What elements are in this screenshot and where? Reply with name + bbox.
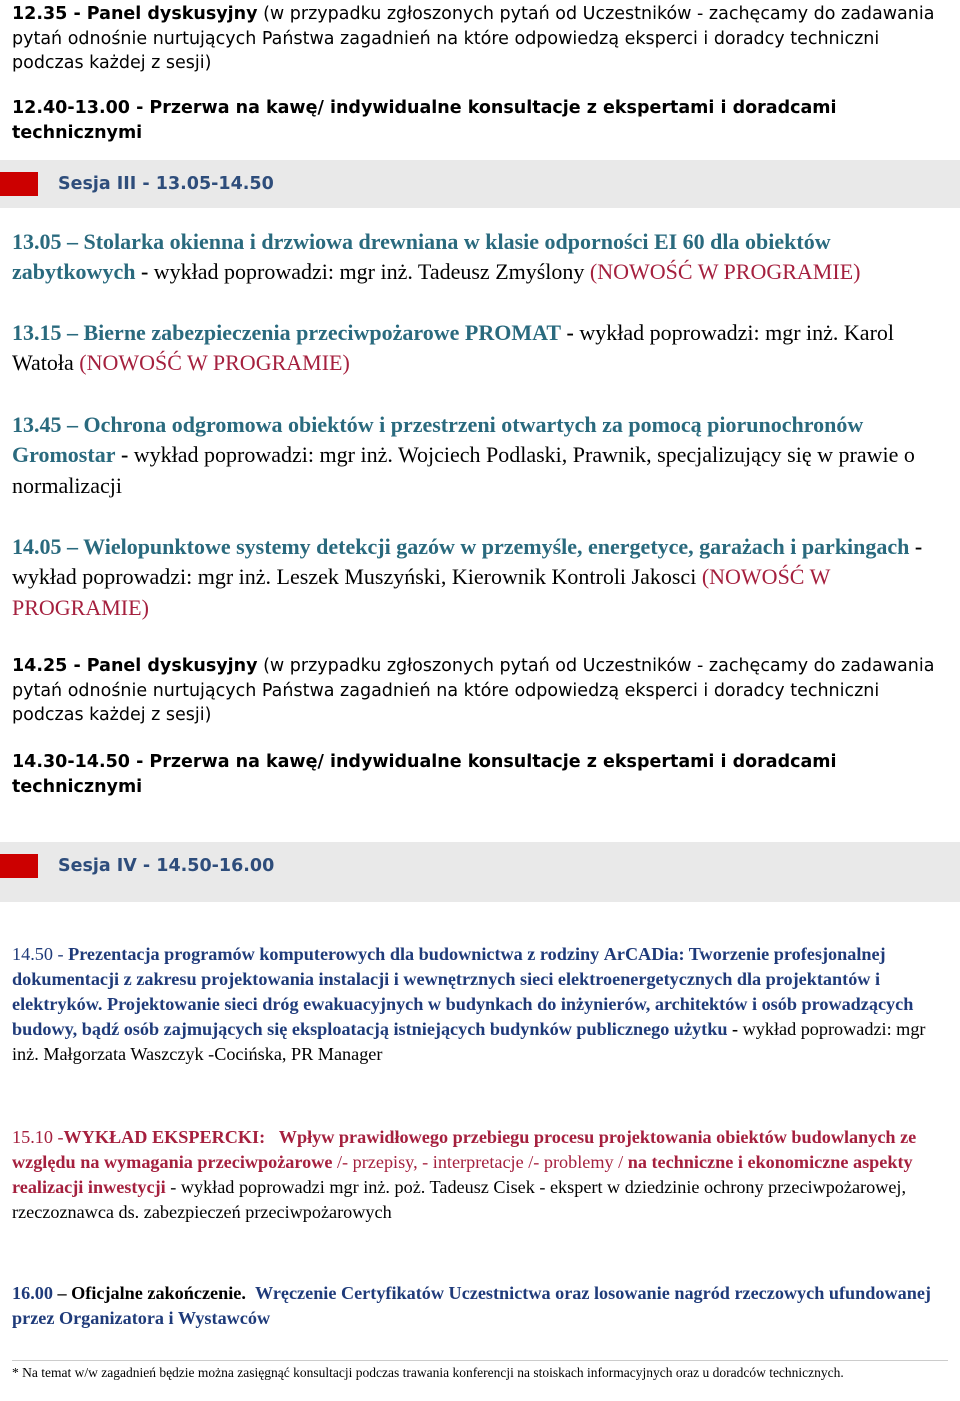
talk-1450-title-b: ArCADia: Tworzenie profesjonalnej dokumentacji z zakresu projektowania instalacji i wewnętrznych sieci elektroenergetycznych dla projektantów i elektryków.	[12, 944, 886, 1014]
talk-1305-title: Stolarka okienna i drzwiowa drewniana w klasie odporności EI 60 dla obiektów zabytkowych	[12, 229, 831, 285]
talk-1305-novelty: (NOWOŚĆ W PROGRAMIE)	[589, 259, 861, 285]
session-3-header	[0, 160, 960, 208]
talk-1315-title: Bierne zabezpieczenia przeciwpożarowe PROMAT	[83, 320, 562, 345]
talk-1315-time: 13.15	[12, 320, 62, 345]
session-marker-icon	[0, 172, 38, 196]
talk-1600-time: 16.00	[12, 1283, 53, 1303]
break-1240: 12.40-13.00 - Przerwa na kawę/ indywidualne konsultacje z ekspertami i doradcami technicznymi	[12, 98, 837, 143]
talk-1345: 13.45 – Ochrona odgromowa obiektów i przestrzeni otwartych za pomocą piorunochronów Gromostar - wykład poprowadzi: mgr inż. Wojciech Podlaski, Prawnik, specjalizujący się w prawie o normalizacji	[12, 412, 915, 498]
talk-1600-label: Oficjalne zakończenie.	[71, 1283, 246, 1303]
talk-1510-label: WYKŁAD EKSPERCKI:	[63, 1127, 266, 1147]
talk-1510-title2: na techniczne i ekonomiczne aspekty realizacji inwestycji	[12, 1152, 913, 1197]
talk-1450-lead: wykład poprowadzi: mgr inż. Małgorzata Waszczyk -Cocińska, PR Manager	[12, 1019, 926, 1064]
session-3-title: Sesja III - 13.05-14.50	[58, 174, 274, 194]
panel-1425-desc: (w przypadku zgłoszonych pytań od Uczestników - zachęcamy do zadawania pytań odnośnie nurtujących Państwa zagadnień na które odpowiedzą eksperci i doradcy techniczni podczas każdej z sesji)	[12, 656, 935, 725]
panel-1235	[12, 2, 948, 76]
panel-1235-time: 12.35 - Panel dyskusyjny	[12, 4, 258, 24]
talk-1450-time: 14.50	[12, 944, 53, 964]
session-marker-icon	[0, 854, 38, 878]
talk-1305-lead: wykład poprowadzi: mgr inż. Tadeusz Zmyślony	[153, 259, 585, 285]
talk-1600: 16.00 – Oficjalne zakończenie. Wręczenie Certyfikatów Uczestnictwa oraz losowanie nagród rzeczowych ufundowanej przez Organizatora i Wystawców	[12, 1283, 931, 1328]
talk-1305-time: 13.05	[12, 229, 62, 254]
talk-1510-time: 15.10	[12, 1127, 53, 1147]
session-4-header	[0, 842, 960, 902]
talk-1315-lead: wykład poprowadzi: mgr inż. Karol Watoła	[12, 320, 895, 376]
talk-1405-lead: wykład poprowadzi: mgr inż. Leszek Muszyński, Kierownik Kontroli Jakosci	[12, 564, 697, 590]
talk-1315: 13.15 – Bierne zabezpieczenia przeciwpożarowe PROMAT - wykład poprowadzi: mgr inż. Karol Watoła (NOWOŚĆ W PROGRAMIE)	[12, 320, 895, 376]
talk-1510-lead: wykład poprowadzi mgr inż. poż. Tadeusz Cisek - ekspert w dziedzinie ochrony przeciwpożarowej, rzeczoznawca ds. zabezpieczeń przeciwpożarowych	[12, 1177, 906, 1222]
talk-1510: 15.10 -WYKŁAD EKSPERCKI: Wpływ prawidłowego przebiegu procesu projektowania obiektów budowlanych ze względu na wymagania przeciwpożarowe /- przepisy, - interpretacje /- problemy / na techniczne i ekonomiczne aspekty realizacji inwestycji - wykład poprowadzi mgr inż. poż. Tadeusz Cisek - ekspert w dziedzinie ochrony przeciwpożarowej, rzeczoznawca ds. zabezpieczeń przeciwpożarowych	[12, 1127, 917, 1222]
talk-1345-lead: wykład poprowadzi: mgr inż. Wojciech Podlaski, Prawnik, specjalizujący się w prawie o normalizacji	[12, 442, 915, 498]
talk-1405-time: 14.05	[12, 534, 62, 559]
panel-1425	[12, 654, 948, 728]
talk-1405: 14.05 – Wielopunktowe systemy detekcji gazów w przemyśle, energetyce, garażach i parkingach - wykład poprowadzi: mgr inż. Leszek Muszyński, Kierownik Kontroli Jakosci (NOWOŚĆ W PROGRAMIE)	[12, 534, 923, 620]
footnote: * Na temat w/w zagadnień będzie można zasięgnąć konsultacji podczas trawania konferencji na stoiskach informacyjnych oraz u doradców technicznych.	[12, 1365, 844, 1380]
talk-1405-title: Wielopunktowe systemy detekcji gazów w przemyśle, energetyce, garażach i parkingach	[83, 534, 910, 559]
break-1430: 14.30-14.50 - Przerwa na kawę/ indywidualne konsultacje z ekspertami i doradcami technicznymi	[12, 752, 837, 797]
talk-1345-time: 13.45	[12, 412, 62, 437]
talk-1405-novelty: (NOWOŚĆ W PROGRAMIE)	[12, 564, 830, 620]
talk-1450: 14.50 - Prezentacja programów komputerowych dla budownictwa z rodziny ArCADia: Tworzenie profesjonalnej dokumentacji z zakresu projektowania instalacji i wewnętrznych sieci elektroenergetycznych dla projektantów i elektryków. Projektowanie sieci dróg ewakuacyjnych w budynkach do inżynierów, architektów i osób prowadzących budowy, bądź osób zajmujących się eksploatacją istniejących budynków publicznego użytku - wykład poprowadzi: mgr inż. Małgorzata Waszczyk -Cocińska, PR Manager	[12, 944, 926, 1064]
talk-1450-title-a: Prezentacja programów komputerowych dla budownictwa z rodziny	[68, 944, 600, 964]
panel-1425-time: 14.25 - Panel dyskusyjny	[12, 656, 258, 676]
talk-1450-title-c: Projektowanie sieci dróg ewakuacyjnych w budynkach do inżynierów, architektów i osób prowadzących budowy, bądź osób zajmujących się eksploatacją istniejących budynków publicznego użytku	[12, 994, 914, 1039]
footnote-divider	[12, 1360, 948, 1361]
talk-1510-title: Wpływ prawidłowego przebiegu procesu projektowania obiektów budowlanych ze względu na wymagania przeciwpożarowe	[12, 1127, 917, 1172]
talk-1510-mid: /- przepisy, - interpretacje /- problemy /	[337, 1152, 624, 1172]
panel-1235-desc: (w przypadku zgłoszonych pytań od Uczestników - zachęcamy do zadawania pytań odnośnie nurtujących Państwa zagadnień na które odpowiedzą eksperci i doradcy techniczni podczas każdej z sesji)	[12, 4, 935, 73]
talk-1305: 13.05 – Stolarka okienna i drzwiowa drewniana w klasie odporności EI 60 dla obiektów zabytkowych - wykład poprowadzi: mgr inż. Tadeusz Zmyślony (NOWOŚĆ W PROGRAMIE)	[12, 229, 861, 285]
talk-1315-novelty: (NOWOŚĆ W PROGRAMIE)	[79, 350, 350, 376]
talk-1345-title: Ochrona odgromowa obiektów i przestrzeni otwartych za pomocą piorunochronów Gromostar	[12, 412, 864, 468]
session-4-title: Sesja IV - 14.50-16.00	[58, 856, 275, 876]
talk-1600-title: Wręczenie Certyfikatów Uczestnictwa oraz losowanie nagród rzeczowych ufundowanej przez Organizatora i Wystawców	[12, 1283, 931, 1328]
